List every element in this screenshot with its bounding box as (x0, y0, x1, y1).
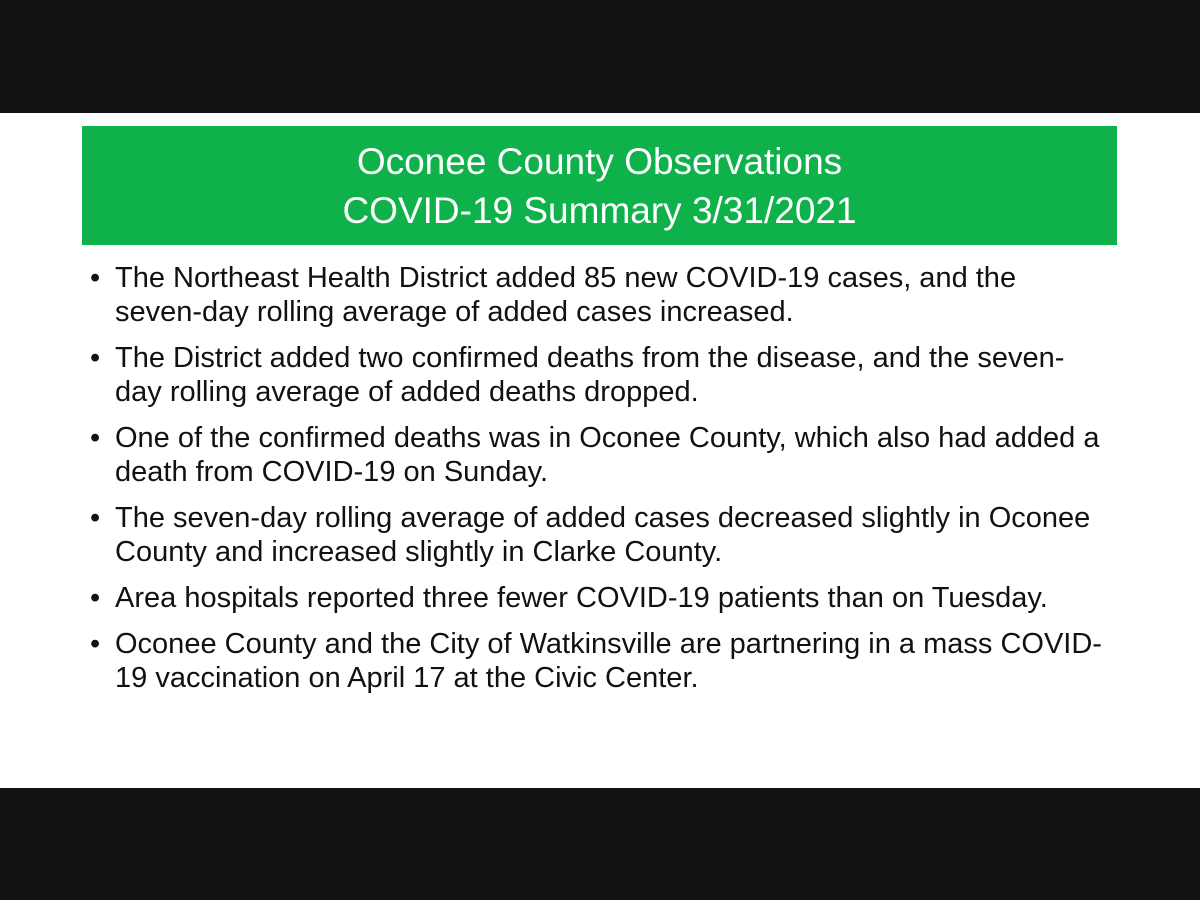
bullet-text: Area hospitals reported three fewer COVID-19 patients than on Tuesday. (115, 582, 1048, 614)
bullet-item-5 (90, 581, 1110, 615)
slide (0, 113, 1200, 788)
bullet-dot-icon: • (90, 342, 101, 374)
bullet-dot-icon: • (90, 628, 101, 660)
bullet-text: The Northeast Health District added 85 new COVID-19 cases, and the seven-day rolling average of added cases increased. (115, 262, 1017, 328)
bullet-item-1 (90, 261, 1110, 329)
bullet-item-6 (90, 627, 1110, 695)
bullet-item-2 (90, 341, 1110, 409)
title-line-1: Oconee County Observations (356, 140, 843, 182)
bullet-dot-icon: • (90, 582, 101, 614)
bullet-text: The District added two confirmed deaths from the disease, and the seven-day rolling average of added deaths dropped. (115, 342, 1065, 408)
bullet-dot-icon: • (90, 262, 101, 294)
bullet-dot-icon: • (90, 422, 101, 454)
title-line-2: COVID-19 Summary 3/31/2021 (342, 189, 857, 231)
bullet-item-4 (90, 501, 1110, 569)
bullet-dot-icon: • (90, 502, 101, 534)
bullet-item-3 (90, 421, 1110, 489)
bullet-text: The seven-day rolling average of added cases decreased slightly in Oconee County and increased slightly in Clarke County. (115, 502, 1091, 568)
bullet-list (90, 261, 1110, 707)
title-banner (82, 126, 1117, 245)
bullet-text: One of the confirmed deaths was in Oconee County, which also had added a death from COVID-19 on Sunday. (115, 422, 1100, 488)
bullet-text: Oconee County and the City of Watkinsville are partnering in a mass COVID-19 vaccination on April 17 at the Civic Center. (115, 628, 1102, 694)
